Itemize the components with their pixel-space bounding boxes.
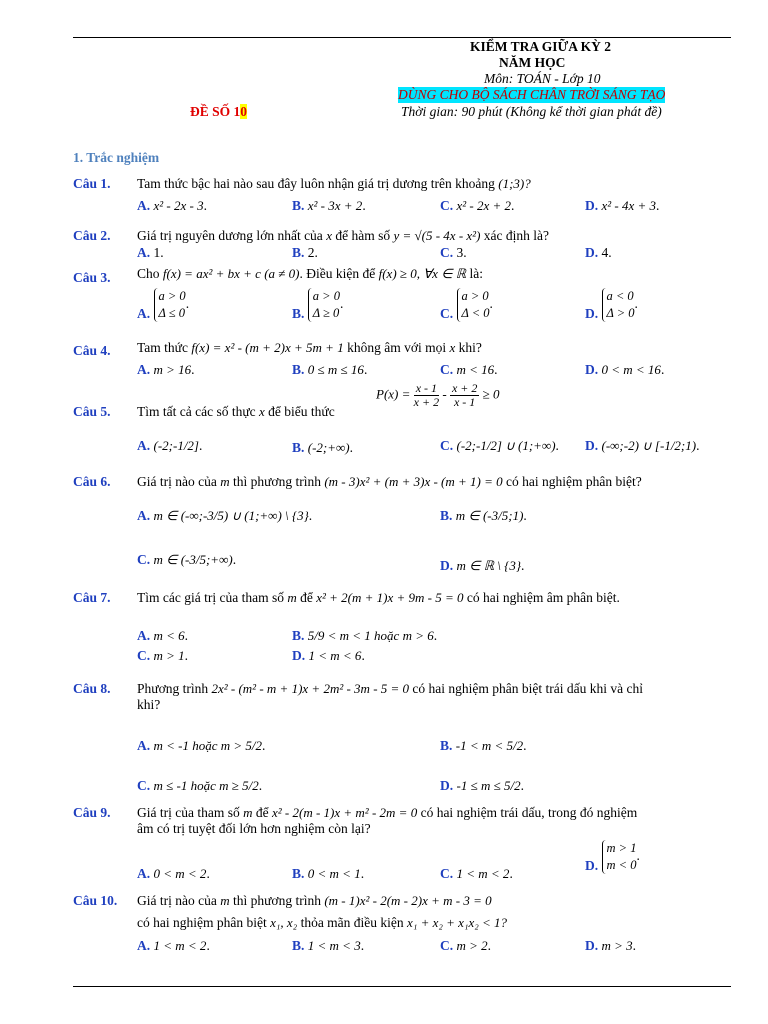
q7-option-d[interactable]: D. 1 < m < 6.: [292, 648, 365, 663]
q10-option-c[interactable]: C. m > 2.: [440, 938, 492, 953]
q4-option-d[interactable]: D. 0 < m < 16.: [585, 362, 665, 377]
q5-option-b[interactable]: B. (-2;+∞).: [292, 440, 353, 455]
q3-option-d[interactable]: D. a < 0 Δ > 0 .: [585, 289, 638, 322]
bottom-rule: [73, 986, 731, 987]
question-4: Câu 4.: [73, 343, 111, 358]
q1-option-d[interactable]: D. x² - 4x + 3.: [585, 198, 660, 213]
q1-option-a[interactable]: A. x² - 2x - 3.: [137, 198, 207, 213]
q7-option-a[interactable]: A. m < 6.: [137, 628, 189, 643]
question-2: Câu 2.: [73, 228, 111, 243]
question-1-text: Tam thức bậc hai nào sau đây luôn nhận giá trị dương trên khoảng (1;3)?: [137, 176, 531, 191]
q5-option-d[interactable]: D. (-∞;-2) ∪ [-1/2;1).: [585, 438, 700, 453]
question-9: Câu 9.: [73, 805, 111, 820]
q5-expression: P(x) = $\frac{x - 1}{x + 2}$ - $\frac{x + 2}{x - 1}$ ≥ 0: [376, 381, 500, 410]
q7-option-b[interactable]: B. 5/9 < m < 1 hoặc m > 6.: [292, 628, 438, 643]
q3-option-c[interactable]: C. a > 0 Δ < 0 .: [440, 289, 493, 322]
q10-option-a[interactable]: A. 1 < m < 2.: [137, 938, 210, 953]
q1-option-c[interactable]: C. x² - 2x + 2.: [440, 198, 515, 213]
q4-option-a[interactable]: A. m > 16.: [137, 362, 195, 377]
q4-option-c[interactable]: C. m < 16.: [440, 362, 498, 377]
question-10-text-cont: có hai nghiệm phân biệt x₁, x₂ thỏa mãn điều kiện x₁ + x₂ + x₁x₂ < 1?: [137, 915, 508, 930]
q8-option-b[interactable]: B. -1 < m < 5/2.: [440, 738, 527, 753]
q4-option-b[interactable]: B. 0 ≤ m ≤ 16.: [292, 362, 368, 377]
q2-option-b[interactable]: B. 2.: [292, 245, 318, 260]
question-3: Câu 3.: [73, 270, 111, 285]
q9-option-d[interactable]: D. m > 1 m < 0 .: [585, 841, 640, 874]
q3-option-a[interactable]: A. a > 0 Δ ≤ 0 .: [137, 289, 190, 322]
q5-option-a[interactable]: A. (-2;-1/2].: [137, 438, 203, 453]
question-6-text: Giá trị nào của m thì phương trình (m - 3)x² + (m + 3)x - (m + 1) = 0 có hai nghiệm phân biệt?: [137, 474, 642, 489]
exam-time: Thời gian: 90 phút (Không kể thời gian phát đề): [401, 104, 662, 119]
q8-option-a[interactable]: A. m < -1 hoặc m > 5/2.: [137, 738, 266, 753]
question-6: Câu 6.: [73, 474, 111, 489]
question-4-text: Tam thức f(x) = x² - (m + 2)x + 5m + 1 không âm với mọi x khi?: [137, 340, 482, 355]
question-8: Câu 8.: [73, 681, 111, 696]
q6-option-d[interactable]: D. m ∈ ℝ \ {3}.: [440, 558, 525, 573]
question-8-text: Phương trình 2x² - (m² - m + 1)x + 2m² - 3m - 5 = 0 có hai nghiệm phân biệt trái dấu khi và chỉ: [137, 681, 643, 696]
q9-option-c[interactable]: C. 1 < m < 2.: [440, 866, 513, 881]
q2-option-c[interactable]: C. 3.: [440, 245, 467, 260]
school-year: NĂM HỌC: [499, 55, 566, 70]
top-rule: [73, 37, 731, 38]
exam-title: KIỂM TRA GIỮA KỲ 2: [470, 39, 612, 54]
section-title: 1. Trắc nghiệm: [73, 150, 160, 165]
question-10: Câu 10.: [73, 893, 118, 908]
q2-option-a[interactable]: A. 1.: [137, 245, 164, 260]
q10-option-d[interactable]: D. m > 3.: [585, 938, 637, 953]
question-7-text: Tìm các giá trị của tham số m để x² + 2(m + 1)x + 9m - 5 = 0 có hai nghiệm âm phân biệt.: [137, 590, 620, 605]
q9-option-b[interactable]: B. 0 < m < 1.: [292, 866, 365, 881]
q7-option-c[interactable]: C. m > 1.: [137, 648, 189, 663]
q6-option-c[interactable]: C. m ∈ (-3/5;+∞).: [137, 552, 237, 567]
q6-option-a[interactable]: A. m ∈ (-∞;-3/5) ∪ (1;+∞) \ {3}.: [137, 508, 313, 523]
q3-option-b[interactable]: B. a > 0 Δ ≥ 0 .: [292, 289, 344, 322]
question-5: Câu 5.: [73, 404, 111, 419]
question-5-text: Tìm tất cả các số thực x để biểu thức: [137, 404, 335, 419]
q6-option-b[interactable]: B. m ∈ (-3/5;1).: [440, 508, 527, 523]
question-9-text-cont: âm có trị tuyệt đối lớn hơn nghiệm còn lại?: [137, 821, 371, 836]
q10-option-b[interactable]: B. 1 < m < 3.: [292, 938, 365, 953]
question-8-text-cont: khi?: [137, 697, 161, 712]
question-10-text: Giá trị nào của m thì phương trình (m - 1)x² - 2(m - 2)x + m - 3 = 0: [137, 893, 492, 908]
question-2-text: Giá trị nguyên dương lớn nhất của x để hàm số y = √(5 - 4x - x²) xác định là?: [137, 228, 550, 243]
exam-number: ĐỀ SỐ 10: [190, 104, 248, 119]
q9-option-a[interactable]: A. 0 < m < 2.: [137, 866, 210, 881]
q8-option-c[interactable]: C. m ≤ -1 hoặc m ≥ 5/2.: [137, 778, 263, 793]
q1-option-b[interactable]: B. x² - 3x + 2.: [292, 198, 366, 213]
question-9-text: Giá trị của tham số m để x² - 2(m - 1)x + m² - 2m = 0 có hai nghiệm trái dấu, trong đó nghiệm: [137, 805, 638, 820]
q2-option-d[interactable]: D. 4.: [585, 245, 612, 260]
subject: Môn: TOÁN - Lớp 10: [484, 71, 601, 86]
question-1: Câu 1.: [73, 176, 111, 191]
q8-option-d[interactable]: D. -1 ≤ m ≤ 5/2.: [440, 778, 524, 793]
question-3-text: Cho f(x) = ax² + bx + c (a ≠ 0). Điều kiện để f(x) ≥ 0, ∀x ∈ ℝ là:: [137, 266, 483, 281]
q5-option-c[interactable]: C. (-2;-1/2] ∪ (1;+∞).: [440, 438, 559, 453]
book-series: DÙNG CHO BỘ SÁCH CHÂN TRỜI SÁNG TẠO: [398, 87, 666, 102]
question-7: Câu 7.: [73, 590, 111, 605]
